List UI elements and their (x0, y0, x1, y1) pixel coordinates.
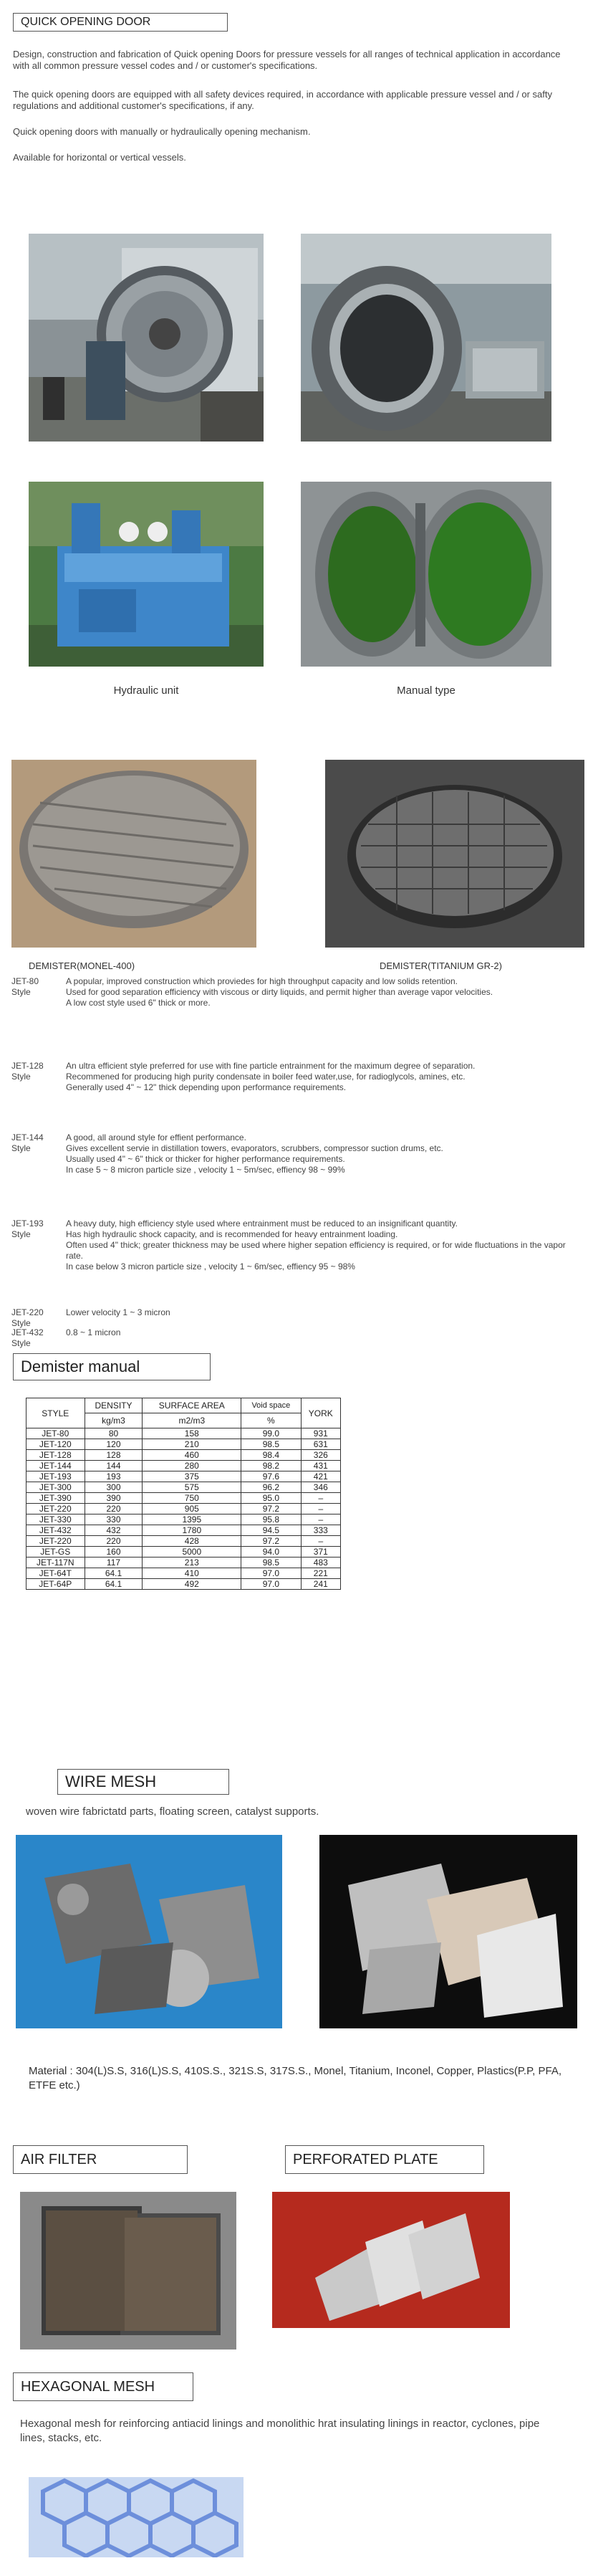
demister-style-label: JET-220 Style (11, 1307, 44, 1328)
table-row (26, 1428, 341, 1439)
table-cell: 64.1 (85, 1579, 143, 1590)
table-cell: JET-300 (26, 1482, 85, 1493)
demister-style-description: 0.8 ~ 1 micron (66, 1327, 121, 1337)
table-row (26, 1471, 341, 1482)
demister-manual-table (26, 1398, 341, 1590)
table-cell: 483 (301, 1557, 340, 1568)
demister-monel-photo (11, 760, 256, 948)
table-cell: 428 (143, 1536, 241, 1547)
qod-paragraph-2: The quick opening doors are equipped with all safety devices required, in accordance with applicable pressure vessel and / or safty regulations and additional customer's specifications, if any. (13, 89, 552, 111)
table-cell: 421 (301, 1471, 340, 1482)
demister-style-label: JET-80 Style (11, 976, 39, 997)
table-cell: 120 (85, 1439, 143, 1450)
unit-void-space: % (241, 1413, 301, 1428)
table-cell: 905 (143, 1504, 241, 1514)
wire-mesh-description: woven wire fabrictatd parts, floating screen, catalyst supports. (26, 1805, 319, 1818)
table-cell: 64.1 (85, 1568, 143, 1579)
qod-paragraph-1: Design, construction and fabrication of Quick opening Doors for pressure vessels for all ranges of technical application in accordance with all common pressure vessel codes and / or customer's specifications. (13, 49, 561, 71)
demister-style-description: A heavy duty, high efficiency style used where entrainment must be reduced to an insignificant quantity. Has high hydraulic shock capacity, and is recommended for heavy entrainment loading. Often used 4" thick; greater thickness may be used where higher sepation efficiency is required, or for wide fluctuations in the vapor rate. In case below 3 micron particle size , velocity 1 ~ 6m/sec, effiency 95 ~ 98% (66, 1218, 566, 1272)
section-title-air-filter: AIR FILTER (13, 2145, 188, 2174)
table-cell: 220 (85, 1504, 143, 1514)
unit-density: kg/m3 (85, 1413, 143, 1428)
table-cell: 95.8 (241, 1514, 301, 1525)
table-cell: 97.2 (241, 1504, 301, 1514)
table-cell: JET-330 (26, 1514, 85, 1525)
table-cell: 160 (85, 1547, 143, 1557)
table-cell: 931 (301, 1428, 340, 1439)
table-cell: 144 (85, 1461, 143, 1471)
table-cell: 95.0 (241, 1493, 301, 1504)
table-row (26, 1439, 341, 1450)
table-cell: 97.6 (241, 1471, 301, 1482)
demister-style-label: JET-193 Style (11, 1218, 44, 1239)
table-cell: JET-220 (26, 1536, 85, 1547)
table-cell: JET-390 (26, 1493, 85, 1504)
table-cell: – (301, 1536, 340, 1547)
table-cell: 97.2 (241, 1536, 301, 1547)
table-cell: 390 (85, 1493, 143, 1504)
table-cell: 346 (301, 1482, 340, 1493)
demister-style-label: JET-128 Style (11, 1061, 44, 1082)
table-row (26, 1504, 341, 1514)
table-cell: JET-117N (26, 1557, 85, 1568)
table-cell: 371 (301, 1547, 340, 1557)
wire-mesh-material: Material : 304(L)S.S, 316(L)S.S, 410S.S., 321S.S, 317S.S., Monel, Titanium, Inconel, Copper, Plastics(P.P, PFA, ETFE etc.) (29, 2065, 562, 2091)
table-cell: 98.5 (241, 1439, 301, 1450)
header-density: DENSITY (85, 1398, 143, 1413)
table-cell: JET-144 (26, 1461, 85, 1471)
section-title-quick-opening-door: QUICK OPENING DOOR (13, 13, 228, 32)
demister-style-label: JET-432 Style (11, 1327, 44, 1348)
table-cell: 280 (143, 1461, 241, 1471)
table-cell: JET-128 (26, 1450, 85, 1461)
table-row (26, 1568, 341, 1579)
table-cell: 158 (143, 1428, 241, 1439)
table-row (26, 1461, 341, 1471)
qod-paragraph-3: Quick opening doors with manually or hydraulically opening mechanism. (13, 126, 311, 137)
caption-demister-monel: DEMISTER(MONEL-400) (29, 960, 135, 971)
table-cell: – (301, 1514, 340, 1525)
table-cell: 333 (301, 1525, 340, 1536)
table-cell: 241 (301, 1579, 340, 1590)
table-cell: 97.0 (241, 1568, 301, 1579)
table-cell: – (301, 1493, 340, 1504)
qod-paragraph-4: Available for horizontal or vertical vessels. (13, 152, 186, 163)
table-row (26, 1450, 341, 1461)
table-cell: 432 (85, 1525, 143, 1536)
table-cell: 98.5 (241, 1557, 301, 1568)
section-title-wire-mesh: WIRE MESH (57, 1769, 229, 1795)
demister-style-description: A popular, improved construction which proviedes for high throughput capacity and low solids retention. Used for good separation efficiency with viscous or dirty liquids, and permit higher than average vapor velocities. A low cost style used 6" thick or more. (66, 976, 493, 1008)
section-title-hexagonal-mesh: HEXAGONAL MESH (13, 2372, 193, 2401)
table-cell: JET-64P (26, 1579, 85, 1590)
table-cell: JET-193 (26, 1471, 85, 1482)
demister-style-description: Lower velocity 1 ~ 3 micron (66, 1307, 170, 1317)
table-cell: 631 (301, 1439, 340, 1450)
wire-mesh-parts-photo (16, 1835, 282, 2028)
table-cell: 220 (85, 1536, 143, 1547)
table-cell: 94.0 (241, 1547, 301, 1557)
perforated-plate-photo (272, 2192, 510, 2328)
caption-hydraulic-unit: Hydraulic unit (113, 684, 179, 697)
caption-demister-titanium: DEMISTER(TITANIUM GR-2) (380, 960, 502, 971)
table-cell: 96.2 (241, 1482, 301, 1493)
table-cell: 326 (301, 1450, 340, 1461)
unit-surface-area: m2/m3 (143, 1413, 241, 1428)
table-cell: 97.0 (241, 1579, 301, 1590)
header-surface-area: SURFACE AREA (143, 1398, 241, 1413)
table-cell: 99.0 (241, 1428, 301, 1439)
table-row (26, 1493, 341, 1504)
table-cell: JET-120 (26, 1439, 85, 1450)
table-cell: JET-80 (26, 1428, 85, 1439)
caption-manual-type: Manual type (397, 684, 455, 697)
manual-type-photo (301, 482, 551, 667)
table-row (26, 1536, 341, 1547)
demister-style-label: JET-144 Style (11, 1132, 44, 1153)
header-york: YORK (301, 1398, 340, 1428)
table-cell: – (301, 1504, 340, 1514)
air-filter-photo (20, 2192, 236, 2350)
table-cell: 300 (85, 1482, 143, 1493)
demister-style-description: An ultra efficient style preferred for use with fine particle entrainment for the maximum degree of separation. Recommened for producing high purity condensate in boiler feed water,use, for radioglycols, amines, etc. Generally used 4" ~ 12" thick depending upon performance requirements. (66, 1061, 476, 1092)
table-cell: 210 (143, 1439, 241, 1450)
table-cell: JET-432 (26, 1525, 85, 1536)
table-row (26, 1482, 341, 1493)
table-cell: 1395 (143, 1514, 241, 1525)
quick-opening-door-open-photo (301, 234, 551, 442)
table-cell: 94.5 (241, 1525, 301, 1536)
table-cell: 80 (85, 1428, 143, 1439)
table-cell: 98.4 (241, 1450, 301, 1461)
table-row (26, 1579, 341, 1590)
hexagonal-mesh-photo (29, 2477, 244, 2557)
table-cell: 330 (85, 1514, 143, 1525)
table-cell: 410 (143, 1568, 241, 1579)
table-cell: JET-220 (26, 1504, 85, 1514)
table-cell: 117 (85, 1557, 143, 1568)
table-cell: 375 (143, 1471, 241, 1482)
table-cell: 221 (301, 1568, 340, 1579)
header-void-space: Void space (241, 1398, 301, 1413)
table-row (26, 1557, 341, 1568)
table-cell: 750 (143, 1493, 241, 1504)
section-title-demister-manual: Demister manual (13, 1353, 211, 1380)
demister-style-description: A good, all around style for effient performance. Gives excellent servie in distillation towers, evaporators, scrubbers, compressor suction drums, etc. Usually used 4" ~ 6" thick or thicker for higher performance requirements. In case 5 ~ 8 micron particle size , velocity 1 ~ 5m/sec, effiency 98 ~ 99% (66, 1132, 443, 1175)
table-cell: 431 (301, 1461, 340, 1471)
demister-titanium-photo (325, 760, 584, 948)
table-cell: JET-GS (26, 1547, 85, 1557)
table-cell: 193 (85, 1471, 143, 1482)
table-row (26, 1525, 341, 1536)
table-cell: 98.2 (241, 1461, 301, 1471)
hydraulic-unit-photo (29, 482, 264, 667)
table-cell: 460 (143, 1450, 241, 1461)
table-cell: 575 (143, 1482, 241, 1493)
table-cell: 5000 (143, 1547, 241, 1557)
header-style: STYLE (26, 1398, 85, 1428)
table-cell: 1780 (143, 1525, 241, 1536)
section-title-perforated-plate: PERFORATED PLATE (285, 2145, 484, 2174)
table-row (26, 1547, 341, 1557)
table-row (26, 1514, 341, 1525)
quick-opening-door-photo (29, 234, 264, 442)
hexagonal-mesh-description: Hexagonal mesh for reinforcing antiacid linings and monolithic hrat insulating linings in reactor, cyclones, pipe lines, stacks, etc. (20, 2418, 540, 2444)
table-cell: JET-64T (26, 1568, 85, 1579)
table-cell: 128 (85, 1450, 143, 1461)
table-cell: 492 (143, 1579, 241, 1590)
table-cell: 213 (143, 1557, 241, 1568)
wire-mesh-screens-photo (319, 1835, 577, 2028)
